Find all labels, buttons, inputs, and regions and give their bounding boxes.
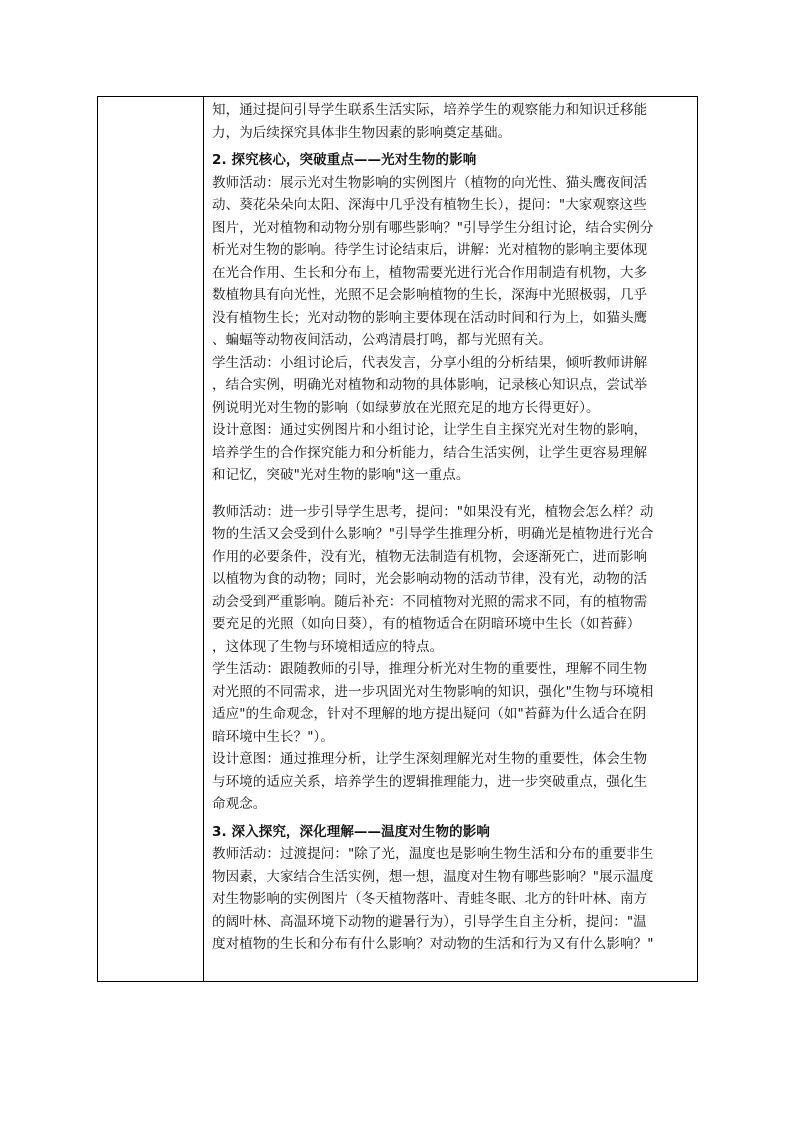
text-line: 作用的必要条件，没有光，植物无法制造有机物，会逐渐死亡，进而影响 [212, 548, 648, 565]
text-line: 物因素，大家结合生活实例，想一想，温度对生物有哪些影响？"展示温度 [212, 868, 654, 885]
text-line: 数植物具有向光性，光照不足会影响植物的生长，深海中光照极弱，几乎 [212, 287, 648, 303]
text-line: 没有植物生长；光对动物的影响主要体现在活动时间和行为上，如猫头鹰 [212, 309, 648, 326]
text-line: 物的生活又会受到什么影响？"引导学生推理分析，明确光是植物进行光合 [212, 526, 654, 542]
text-line: 知，通过提问引导学生联系生活实际，培养学生的观察能力和知识迁移能 [212, 102, 648, 118]
text-line: 和记忆，突破"光对生物的影响"这一重点。 [212, 467, 470, 483]
text-line: 要充足的光照（如向日葵），有的植物适合在阴暗环境中生长（如苔藓） [212, 616, 641, 632]
text-line: 、蝙蝠等动物夜间活动，公鸡清晨打鸣，都与光照有关。 [212, 332, 552, 348]
text-line: 培养学生的合作探究能力和分析能力，结合生活实例，让学生更容易理解 [212, 444, 648, 461]
text-line: 析光对生物的影响。待学生讨论结束后，讲解：光对植物的影响主要体现 [212, 242, 648, 258]
text-line: 学生活动：小组讨论后，代表发言，分享小组的分析结果，倾听教师讲解 [212, 354, 648, 371]
text-line: 动会受到严重影响。随后补充：不同植物对光照的需求不同，有的植物需 [212, 593, 648, 610]
content-cell [212, 97, 694, 956]
text-line: ，结合实例，明确光对植物和动物的具体影响，记录核心知识点，尝试举 [212, 377, 648, 393]
text-line: 对生物影响的实例图片（冬天植物落叶、青蛙冬眠、北方的针叶林、南方 [212, 891, 648, 907]
text-line: 命观念。 [212, 796, 267, 812]
lesson-table [97, 96, 698, 982]
text-line: 在光合作用、生长和分布上，植物需要光进行光合作用制造有机物，大多 [212, 264, 648, 281]
text-line: 学生活动：跟随教师的引导，推理分析光对生物的重要性，理解不同生物 [212, 661, 648, 677]
text-line: 动、葵花朵朵向太阳、深海中几乎没有植物生长），提问："大家观察这些 [212, 197, 647, 213]
text-line: 的阔叶林、高温环境下动物的避暑行为），引导学生自主分析，提问："温 [212, 913, 647, 930]
text-line: 力，为后续探究具体非生物因素的影响奠定基础。 [212, 124, 512, 141]
section-heading: 2. 探究核心，突破重点——光对生物的影响 [212, 152, 477, 168]
text-line: 对光照的不同需求，进一步巩固光对生物影响的知识，强化"生物与环境相 [212, 683, 654, 700]
text-line: 图片，光对植物和动物分别有哪些影响？"引导学生分组讨论，结合实例分 [212, 219, 654, 236]
text-line: 教师活动：展示光对生物影响的实例图片（植物的向光性、猫头鹰夜间活 [212, 174, 648, 191]
text-line: 设计意图：通过实例图片和小组讨论，让学生自主探究光对生物的影响， [212, 422, 648, 438]
text-line: 暗环境中生长？"）。 [212, 728, 334, 745]
text-line: 设计意图：通过推理分析，让学生深刻理解光对生物的重要性，体会生物 [212, 751, 648, 767]
text-line: 以植物为食的动物；同时，光会影响动物的活动节律，没有光，动物的活 [212, 571, 648, 587]
text-line: 与环境的适应关系，培养学生的逻辑推理能力，进一步突破重点，强化生 [212, 773, 648, 790]
text-line: ，这体现了生物与环境相适应的特点。 [212, 638, 444, 655]
text-line: 教师活动：过渡提问："除了光，温度也是影响生物生活和分布的重要非生 [212, 846, 654, 862]
column-divider [203, 97, 204, 981]
text-line: 度对植物的生长和分布有什么影响？对动物的生活和行为又有什么影响？" [212, 936, 654, 952]
text-line: 适应"的生命观念，针对不理解的地方提出疑问（如"苔藓为什么适合在阴 [212, 706, 647, 722]
section-heading: 3. 深入探究，深化理解——温度对生物的影响 [212, 823, 490, 840]
text-line: 例说明光对生物的影响（如绿萝放在光照充足的地方长得更好）。 [212, 399, 600, 416]
text-line: 教师活动：进一步引导学生思考，提问："如果没有光，植物会怎么样？动 [212, 503, 654, 520]
